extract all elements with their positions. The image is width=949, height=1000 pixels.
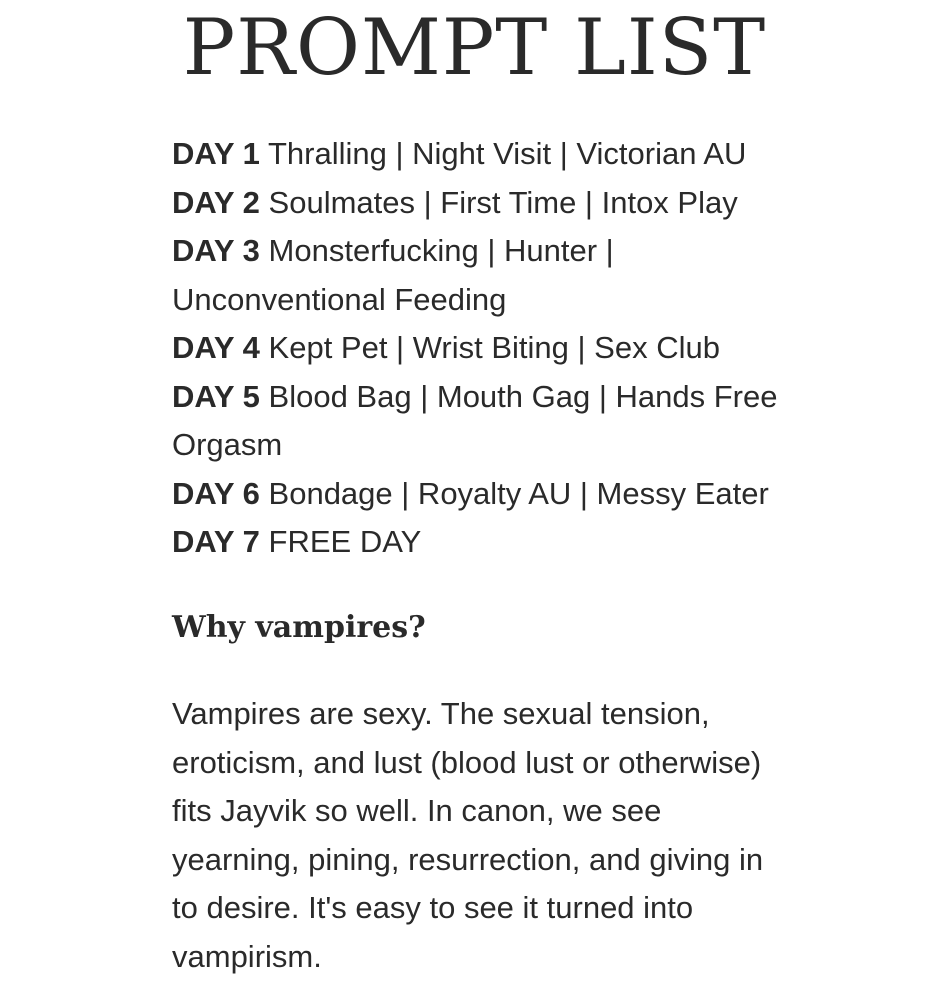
day-prompts: Blood Bag | Mouth Gag | Hands Free Orgasm <box>172 378 778 462</box>
prompt-list <box>172 130 792 567</box>
day-label: DAY 2 <box>172 184 260 220</box>
body-paragraph: Vampires are sexy. The sexual tension, eroticism, and lust (blood lust or otherwise) fits Jayvik so well. In canon, we see yearning, pining, resurrection, and giving in to desire. It's easy to see it turned into vampirism. <box>172 696 764 974</box>
day-label: DAY 4 <box>172 330 260 365</box>
day-prompts: Monsterfucking | Hunter | Unconventional Feeding <box>172 233 614 317</box>
day-label: DAY 6 <box>172 475 260 511</box>
section-heading: Why vampires? <box>172 610 426 645</box>
list-item-day-1 <box>172 130 792 179</box>
page-title: PROMPT LIST <box>182 3 767 93</box>
list-item-day-3 <box>172 227 792 324</box>
day-label: DAY 3 <box>172 233 260 268</box>
day-label: DAY 7 <box>172 524 260 559</box>
list-item-day-4 <box>172 324 792 373</box>
list-item-day-2 <box>172 179 792 228</box>
day-prompts: Bondage | Royalty AU | Messy Eater <box>268 475 769 511</box>
day-prompts: Soulmates | First Time | Intox Play <box>268 184 738 220</box>
day-prompts: FREE DAY <box>268 524 422 559</box>
list-item-day-5 <box>172 373 792 470</box>
list-item-day-6 <box>172 470 792 519</box>
list-item-day-7 <box>172 518 792 567</box>
day-prompts: Thralling | Night Visit | Victorian AU <box>267 136 747 171</box>
day-label: DAY 1 <box>172 136 260 171</box>
day-prompts: Kept Pet | Wrist Biting | Sex Club <box>268 330 720 365</box>
day-label: DAY 5 <box>172 378 260 414</box>
